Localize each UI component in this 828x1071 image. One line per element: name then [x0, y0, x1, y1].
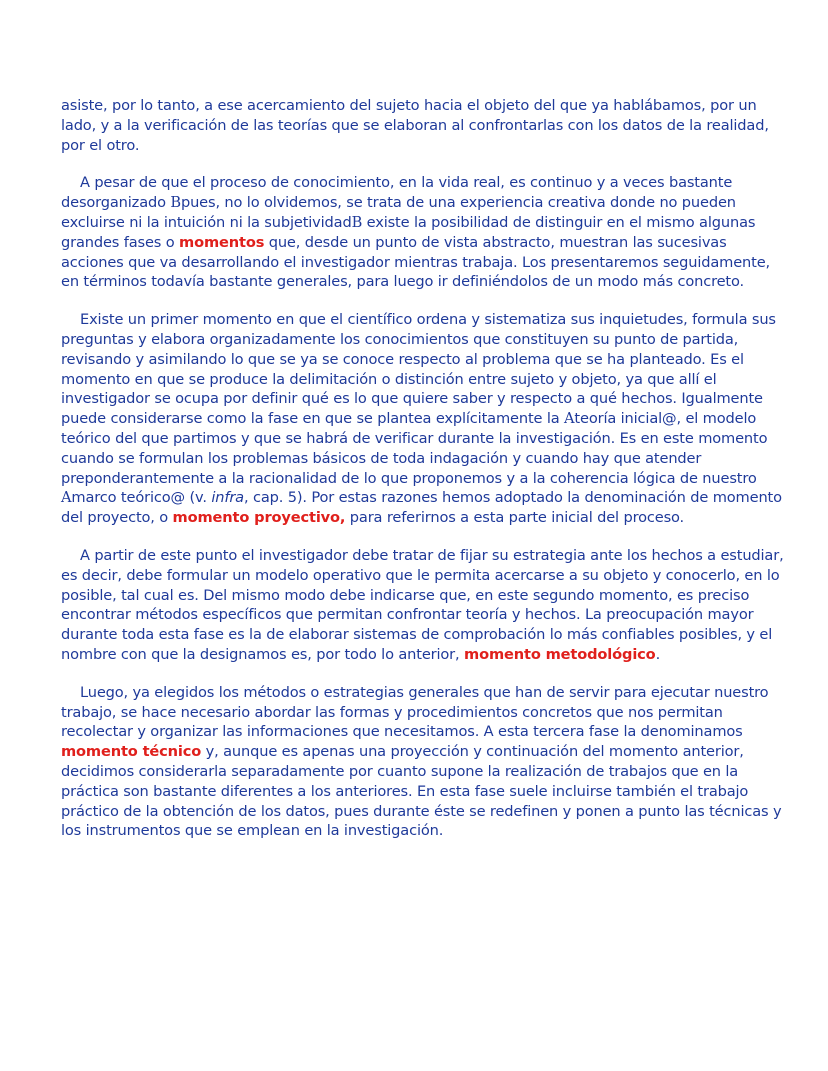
- text-run: , cap. 5). Por estas razones hemos adoptado la denominación de momento del proyecto, o: [61, 489, 782, 527]
- highlighted-term: momentos: [179, 233, 265, 251]
- paragraph-4: [61, 546, 785, 665]
- text-run: y, aunque es apenas una proyección y continuación del momento anterior, decidimos considerarla separadamente por cuanto supone la realización de trabajos que en la práctica son bastante diferentes a los anteriores. En esta fase suele incluirse también el trabajo práctico de la obtención de los datos, pues durante éste se redefinen y ponen a punto las técnicas y los instrumentos que se emplean en la investigación.: [61, 743, 782, 840]
- text-run: existe la posibilidad de distinguir en el mismo algunas grandes fases o: [61, 213, 756, 251]
- text-run: Existe un primer momento en que el científico ordena y sistematiza sus inquietudes, formula sus preguntas y elabora organizadamente los conocimientos que constituyen su punto de partida, revisando y asimilando lo que se ya se conoce respecto al problema que se ha planteado. Es el momento en que se produce la delimitación o distinción entre sujeto y objeto, ya que allí el investigador se ocupa por definir qué es lo que quiere saber y respecto a qué hechos. Igualmente puede considerarse como la fase en que se plantea explícitamente la: [61, 311, 776, 428]
- symbol-glyph: B: [351, 213, 363, 231]
- text-run: A partir de este punto el investigador debe tratar de fijar su estrategia ante los hechos a estudiar, es decir, debe formular un modelo operativo que le permita acercarse a su objeto y conocerlo, en lo posible, tal cual es. Del mismo modo debe indicarse que, en este segundo momento, es preciso encontrar métodos específicos que permitan confrontar teoría y hechos. La preocupación mayor durante toda esta fase es la de elaborar sistemas de comprobación lo más confiables posibles, y el nombre con que la designamos es, por todo lo anterior,: [61, 546, 784, 663]
- document-page: [61, 96, 785, 859]
- paragraph-2: [61, 173, 785, 292]
- paragraph-5: [61, 683, 785, 841]
- text-run: pues, no lo olvidemos, se trata de una experiencia creativa donde no pueden excluirse ni la intuición ni la subjetividad: [61, 194, 736, 231]
- text-run: teoría inicial@, el modelo teórico del que partimos y que se habrá de verificar durante la investigación. Es en este momento cuando se formulan los problemas básicos de toda indagación y cuando hay que atender preponderantemente a la racionalidad de lo que proponemos y a la coherencia lógica de nuestro: [61, 410, 768, 487]
- text-run: para referirnos a esta parte inicial del proceso.: [345, 509, 685, 527]
- text-run: asiste, por lo tanto, a ese acercamiento del sujeto hacia el objeto del que ya hablábamos, por un lado, y a la verificación de las teorías que se elaboran al confrontarlas con los datos de la realidad, por el otro.: [61, 97, 769, 154]
- symbol-glyph: B: [170, 194, 181, 212]
- paragraph-3: [61, 310, 785, 528]
- text-run: que, desde un punto de vista abstracto, muestran las sucesivas acciones que va desarrollando el investigador mientras trabaja. Los presentaremos seguidamente, en términos todavía bastante generales, para luego ir definiéndolos de un modo más concreto.: [61, 233, 771, 291]
- paragraph-1: [61, 96, 785, 155]
- highlighted-term: momento proyectivo,: [172, 509, 346, 527]
- highlighted-term: momento metodológico: [464, 645, 656, 663]
- text-run: marco teórico@ (v.: [71, 489, 212, 507]
- symbol-glyph: A: [61, 489, 72, 507]
- text-run: A pesar de que el proceso de conocimiento, en la vida real, es continuo y a veces bastante desorganizado: [61, 174, 733, 212]
- highlighted-term: momento técnico: [61, 743, 202, 761]
- text-run: .: [655, 645, 661, 663]
- text-run: Luego, ya elegidos los métodos o estrategias generales que han de servir para ejecutar nuestro trabajo, se hace necesario abordar las formas y procedimientos concretos que nos permitan recolectar y organizar las informaciones que necesitamos. A esta tercera fase la denominamos: [61, 683, 769, 741]
- symbol-glyph: A: [564, 410, 575, 428]
- italic-text: infra: [211, 489, 244, 507]
